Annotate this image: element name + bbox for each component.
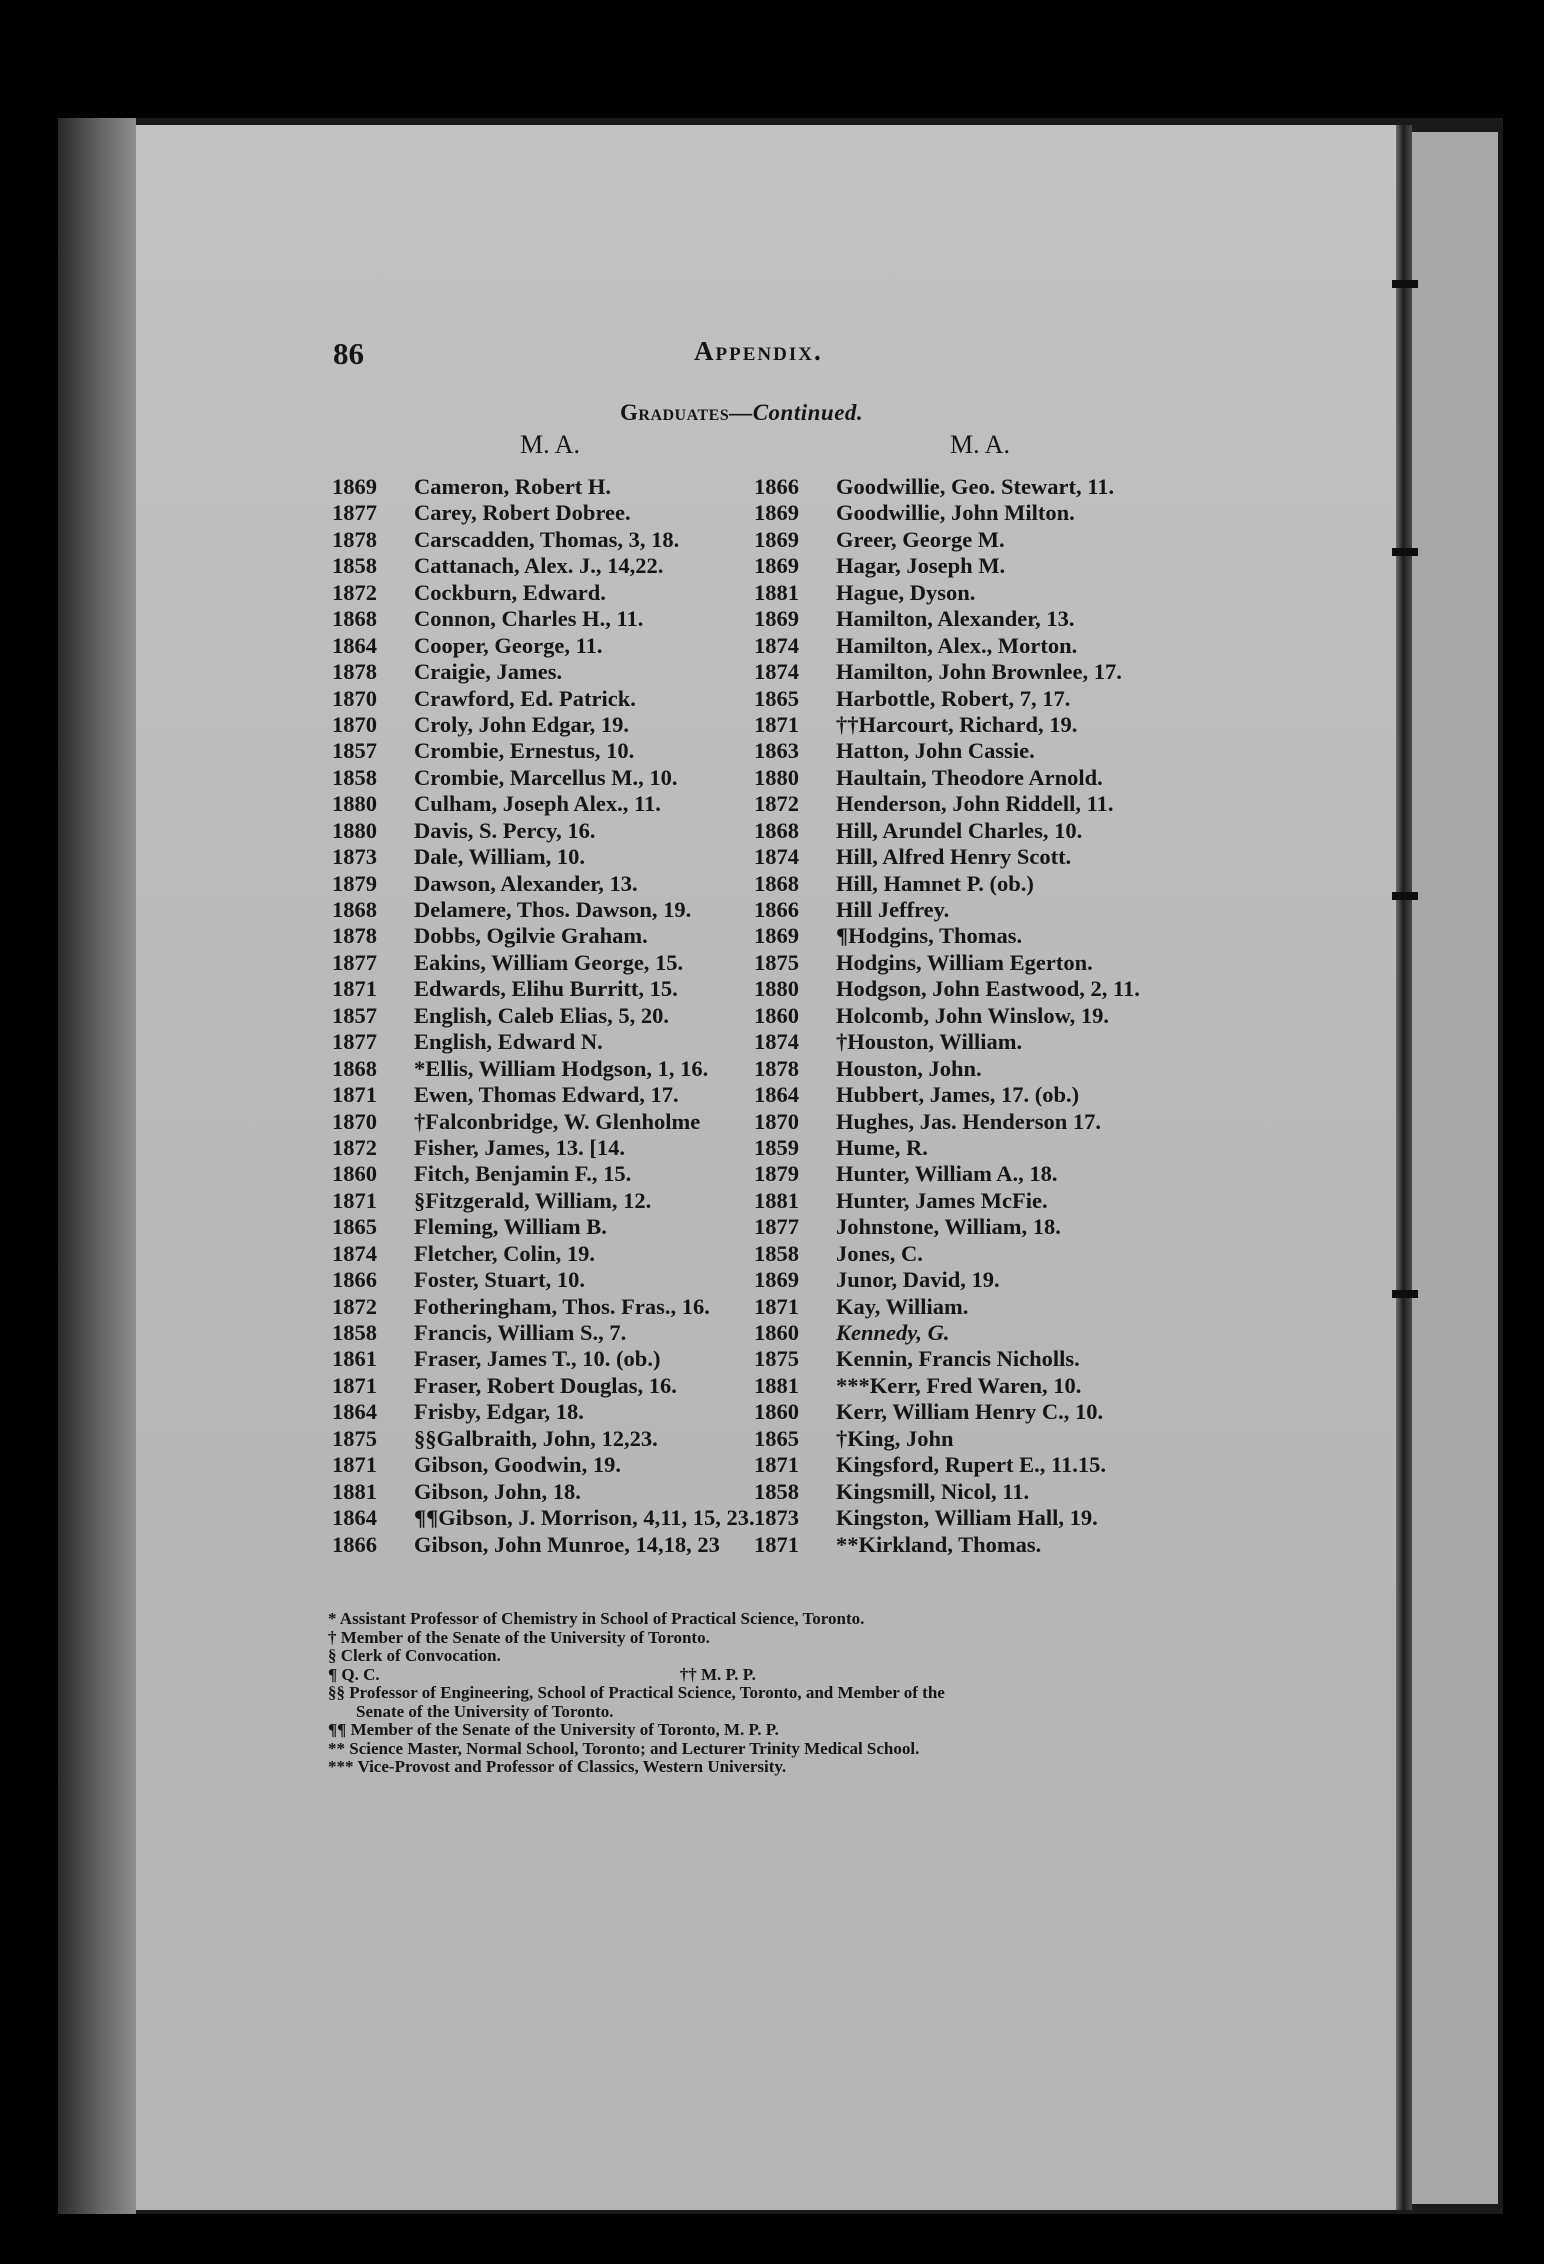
graduate-entry bbox=[754, 712, 1140, 738]
graduate-name: Dawson, Alexander, 13. bbox=[414, 870, 638, 896]
graduate-name: ¶¶Gibson, J. Morrison, 4,11, 15, 23. bbox=[414, 1505, 755, 1531]
graduate-name: Gibson, John, 18. bbox=[414, 1478, 581, 1504]
graduation-year: 1869 bbox=[754, 1267, 799, 1293]
graduation-year: 1871 bbox=[332, 1187, 377, 1213]
facing-page-edge bbox=[1412, 132, 1498, 2204]
graduation-year: 1877 bbox=[332, 949, 377, 975]
graduation-year: 1871 bbox=[754, 711, 799, 737]
graduation-year: 1857 bbox=[332, 738, 377, 764]
graduation-year: 1864 bbox=[754, 1082, 799, 1108]
graduate-entry bbox=[754, 580, 1140, 606]
graduation-year: 1872 bbox=[332, 1293, 377, 1319]
footnote: ¶¶ Member of the Senate of the University of Toronto, M. P. P. bbox=[328, 1720, 779, 1739]
graduation-year: 1875 bbox=[754, 1346, 799, 1372]
graduate-name: Goodwillie, John Milton. bbox=[836, 500, 1075, 526]
graduate-entry bbox=[754, 1267, 1140, 1293]
graduate-entry bbox=[754, 1241, 1140, 1267]
footnote: † Member of the Senate of the University of Toronto. bbox=[328, 1627, 710, 1647]
graduation-year: 1864 bbox=[332, 632, 377, 658]
graduation-year: 1878 bbox=[332, 923, 377, 949]
graduate-name: Kerr, William Henry C., 10. bbox=[836, 1399, 1104, 1425]
graduate-name: Francis, William S., 7. bbox=[414, 1320, 627, 1345]
graduate-entry bbox=[754, 738, 1140, 764]
graduate-entry bbox=[332, 474, 755, 500]
graduate-entry bbox=[332, 871, 755, 897]
graduate-name: Connon, Charles H., 11. bbox=[414, 606, 644, 632]
graduation-year: 1858 bbox=[754, 1240, 799, 1266]
graduate-name: Jones, C. bbox=[836, 1240, 923, 1266]
graduation-year: 1873 bbox=[754, 1505, 799, 1531]
graduation-year: 1871 bbox=[332, 1082, 377, 1108]
page-number: 86 bbox=[333, 336, 364, 371]
graduate-entry bbox=[332, 686, 755, 712]
graduate-entry bbox=[332, 738, 755, 764]
graduate-name: Dobbs, Ogilvie Graham. bbox=[414, 923, 648, 949]
book-spine bbox=[1396, 125, 1412, 2210]
graduate-entry bbox=[754, 1399, 1140, 1425]
graduation-year: 1871 bbox=[754, 1452, 799, 1478]
graduate-entry bbox=[332, 1320, 755, 1346]
section-heading-main: Graduates bbox=[620, 400, 730, 425]
graduation-year: 1861 bbox=[332, 1346, 377, 1372]
graduate-entry bbox=[754, 897, 1140, 923]
graduate-name: Junor, David, 19. bbox=[836, 1267, 1000, 1293]
graduation-year: 1878 bbox=[754, 1055, 799, 1081]
graduate-entry bbox=[332, 606, 755, 632]
graduate-entry bbox=[332, 633, 755, 659]
graduate-name: ††Harcourt, Richard, 19. bbox=[836, 711, 1078, 737]
graduate-entry bbox=[754, 1479, 1140, 1505]
graduate-entry bbox=[332, 527, 755, 553]
footnote: *** Vice-Provost and Professor of Classics, Western University. bbox=[328, 1757, 787, 1776]
graduation-year: 1864 bbox=[332, 1399, 377, 1425]
graduate-entry bbox=[754, 1135, 1140, 1161]
graduate-entry bbox=[332, 976, 755, 1002]
graduate-entry bbox=[332, 553, 755, 579]
graduate-name: Croly, John Edgar, 19. bbox=[414, 711, 630, 737]
graduate-entry bbox=[332, 765, 755, 791]
graduation-year: 1869 bbox=[754, 606, 799, 632]
graduate-name: Greer, George M. bbox=[836, 526, 1005, 552]
graduate-name: Hamilton, Alexander, 13. bbox=[836, 606, 1075, 632]
graduate-name: Crombie, Ernestus, 10. bbox=[414, 738, 635, 764]
graduate-entry bbox=[754, 1109, 1140, 1135]
graduation-year: 1865 bbox=[332, 1214, 377, 1240]
graduation-year: 1872 bbox=[332, 1134, 377, 1160]
graduate-entry bbox=[754, 1532, 1140, 1558]
graduate-entry bbox=[332, 791, 755, 817]
graduate-name: §Fitzgerald, William, 12. bbox=[414, 1187, 652, 1213]
graduation-year: 1870 bbox=[332, 711, 377, 737]
graduate-name: Hughes, Jas. Henderson 17. bbox=[836, 1108, 1102, 1134]
page-edge bbox=[58, 118, 136, 2214]
graduate-name: Johnstone, William, 18. bbox=[836, 1214, 1061, 1240]
graduate-entry bbox=[754, 1373, 1140, 1399]
graduation-year: 1881 bbox=[332, 1478, 377, 1504]
graduate-name: Cockburn, Edward. bbox=[414, 579, 606, 605]
graduation-year: 1871 bbox=[332, 1452, 377, 1478]
graduate-name: Crawford, Ed. Patrick. bbox=[414, 685, 636, 711]
footnote: §§ Professor of Engineering, School of Practical Science, Toronto, and Member of the bbox=[328, 1683, 945, 1702]
graduation-year: 1874 bbox=[754, 659, 799, 685]
graduate-name: Fitch, Benjamin F., 15. bbox=[414, 1161, 632, 1187]
column-heading-left: M. A. bbox=[520, 430, 580, 459]
graduation-year: 1858 bbox=[332, 1320, 377, 1345]
graduation-year: 1866 bbox=[754, 474, 799, 499]
graduation-year: 1879 bbox=[332, 870, 377, 896]
graduate-entry bbox=[332, 950, 755, 976]
graduation-year: 1877 bbox=[332, 500, 377, 526]
spine-mark bbox=[1392, 280, 1418, 288]
graduation-year: 1880 bbox=[754, 976, 799, 1002]
graduate-entry bbox=[332, 1452, 755, 1478]
footnotes bbox=[328, 1610, 945, 1777]
graduation-year: 1877 bbox=[332, 1029, 377, 1055]
graduate-entry bbox=[754, 1346, 1140, 1372]
graduate-entry bbox=[332, 844, 755, 870]
graduate-name: Hubbert, James, 17. (ob.) bbox=[836, 1082, 1080, 1108]
graduate-name: Cattanach, Alex. J., 14,22. bbox=[414, 553, 664, 579]
graduate-name: Hunter, William A., 18. bbox=[836, 1161, 1058, 1187]
graduation-year: 1874 bbox=[754, 844, 799, 870]
graduate-name: Kennedy, G. bbox=[836, 1320, 950, 1345]
graduation-year: 1858 bbox=[332, 553, 377, 579]
graduate-name: Haultain, Theodore Arnold. bbox=[836, 764, 1103, 790]
footnote: ¶ Q. C. bbox=[328, 1664, 380, 1684]
graduate-entry bbox=[754, 659, 1140, 685]
graduate-name: Kingsmill, Nicol, 11. bbox=[836, 1478, 1030, 1504]
graduate-entry bbox=[754, 844, 1140, 870]
graduate-name: Houston, John. bbox=[836, 1055, 982, 1081]
graduate-entry bbox=[332, 1161, 755, 1187]
graduate-name: Henderson, John Riddell, 11. bbox=[836, 791, 1114, 817]
graduation-year: 1881 bbox=[754, 579, 799, 605]
graduation-year: 1860 bbox=[332, 1161, 377, 1187]
graduate-name: Kay, William. bbox=[836, 1293, 969, 1319]
graduation-year: 1866 bbox=[332, 1267, 377, 1293]
graduate-entry bbox=[754, 527, 1140, 553]
running-head: Appendix. bbox=[694, 336, 823, 366]
graduate-name: Fleming, William B. bbox=[414, 1214, 607, 1240]
graduate-name: †Falconbridge, W. Glenholme bbox=[414, 1108, 701, 1134]
graduate-name: Delamere, Thos. Dawson, 19. bbox=[414, 897, 692, 922]
graduation-year: 1872 bbox=[754, 791, 799, 817]
graduate-entry bbox=[754, 1294, 1140, 1320]
graduate-entry bbox=[332, 897, 755, 923]
graduation-year: 1865 bbox=[754, 1425, 799, 1451]
graduate-entry bbox=[332, 1003, 755, 1029]
graduate-entry bbox=[754, 1426, 1140, 1452]
graduation-year: 1859 bbox=[754, 1134, 799, 1160]
graduate-name: Fotheringham, Thos. Fras., 16. bbox=[414, 1293, 710, 1319]
graduate-name: Hill, Alfred Henry Scott. bbox=[836, 844, 1072, 870]
graduate-name: Hague, Dyson. bbox=[836, 579, 976, 605]
graduate-entry bbox=[332, 1029, 755, 1055]
graduate-name: Fisher, James, 13. [14. bbox=[414, 1134, 626, 1160]
footnote: †† M. P. P. bbox=[679, 1664, 756, 1684]
graduate-name: *Ellis, William Hodgson, 1, 16. bbox=[414, 1055, 709, 1081]
graduate-entry bbox=[332, 1082, 755, 1108]
spine-mark bbox=[1392, 548, 1418, 556]
graduate-name: Davis, S. Percy, 16. bbox=[414, 817, 596, 843]
graduate-entry bbox=[754, 474, 1140, 500]
graduate-name: Fraser, James T., 10. (ob.) bbox=[414, 1346, 661, 1372]
graduate-entry bbox=[332, 1135, 755, 1161]
graduate-entry bbox=[332, 1532, 755, 1558]
graduate-entry bbox=[754, 950, 1140, 976]
graduate-entry bbox=[754, 606, 1140, 632]
graduate-entry bbox=[754, 765, 1140, 791]
graduate-entry bbox=[332, 580, 755, 606]
graduate-entry bbox=[332, 1479, 755, 1505]
graduation-year: 1868 bbox=[754, 870, 799, 896]
graduate-entry bbox=[754, 1452, 1140, 1478]
footnote-row bbox=[328, 1666, 945, 1685]
graduate-name: Hume, R. bbox=[836, 1134, 928, 1160]
graduate-name: Craigie, James. bbox=[414, 659, 563, 685]
graduation-year: 1858 bbox=[332, 764, 377, 790]
graduation-year: 1866 bbox=[332, 1531, 377, 1557]
graduate-entry bbox=[332, 712, 755, 738]
graduate-name: Hodgson, John Eastwood, 2, 11. bbox=[836, 976, 1140, 1002]
graduation-year: 1868 bbox=[754, 817, 799, 843]
graduation-year: 1874 bbox=[754, 632, 799, 658]
graduate-name: Dale, William, 10. bbox=[414, 844, 586, 870]
graduate-name: Crombie, Marcellus M., 10. bbox=[414, 764, 678, 790]
graduate-name: English, Edward N. bbox=[414, 1029, 603, 1055]
graduate-name: Hodgins, William Egerton. bbox=[836, 949, 1093, 975]
graduate-entry bbox=[754, 1056, 1140, 1082]
graduate-name: Hill Jeffrey. bbox=[836, 897, 950, 922]
graduate-entry bbox=[754, 686, 1140, 712]
graduation-year: 1863 bbox=[754, 738, 799, 764]
graduates-list-right bbox=[754, 474, 1140, 1558]
graduate-entry bbox=[332, 1426, 755, 1452]
footnote-continuation: Senate of the University of Toronto. bbox=[356, 1701, 614, 1721]
graduate-entry bbox=[332, 1109, 755, 1135]
graduation-year: 1870 bbox=[754, 1108, 799, 1134]
graduation-year: 1870 bbox=[332, 685, 377, 711]
graduate-entry bbox=[332, 1188, 755, 1214]
graduation-year: 1866 bbox=[754, 897, 799, 922]
graduate-name: Cameron, Robert H. bbox=[414, 474, 612, 499]
graduation-year: 1870 bbox=[332, 1108, 377, 1134]
graduate-entry bbox=[754, 500, 1140, 526]
graduation-year: 1880 bbox=[332, 791, 377, 817]
graduate-entry bbox=[754, 818, 1140, 844]
graduate-entry bbox=[754, 1505, 1140, 1531]
graduate-entry bbox=[332, 1346, 755, 1372]
graduate-name: ***Kerr, Fred Waren, 10. bbox=[836, 1372, 1082, 1398]
graduates-list-left bbox=[332, 474, 755, 1558]
graduate-entry bbox=[332, 1267, 755, 1293]
graduate-name: Gibson, Goodwin, 19. bbox=[414, 1452, 621, 1478]
graduate-name: §§Galbraith, John, 12,23. bbox=[414, 1425, 658, 1451]
section-heading bbox=[620, 400, 863, 426]
graduate-entry bbox=[754, 633, 1140, 659]
graduation-year: 1880 bbox=[332, 817, 377, 843]
graduate-name: Hamilton, John Brownlee, 17. bbox=[836, 659, 1122, 685]
graduation-year: 1868 bbox=[332, 1055, 377, 1081]
graduation-year: 1881 bbox=[754, 1372, 799, 1398]
graduation-year: 1869 bbox=[754, 500, 799, 526]
graduate-name: Gibson, John Munroe, 14,18, 23 bbox=[414, 1531, 720, 1557]
graduate-name: Goodwillie, Geo. Stewart, 11. bbox=[836, 474, 1115, 499]
graduation-year: 1864 bbox=[332, 1505, 377, 1531]
graduate-entry bbox=[332, 500, 755, 526]
footnote: § Clerk of Convocation. bbox=[328, 1646, 501, 1665]
graduation-year: 1871 bbox=[754, 1293, 799, 1319]
graduate-entry bbox=[332, 1373, 755, 1399]
graduate-entry bbox=[332, 1399, 755, 1425]
graduate-entry bbox=[754, 976, 1140, 1002]
graduate-entry bbox=[754, 1161, 1140, 1187]
graduate-entry bbox=[754, 1214, 1140, 1240]
graduate-entry bbox=[332, 923, 755, 949]
graduate-name: Frisby, Edgar, 18. bbox=[414, 1399, 584, 1425]
graduation-year: 1881 bbox=[754, 1187, 799, 1213]
graduate-name: †King, John bbox=[836, 1425, 954, 1451]
graduate-entry bbox=[754, 791, 1140, 817]
graduate-name: Cooper, George, 11. bbox=[414, 632, 603, 658]
graduation-year: 1865 bbox=[754, 685, 799, 711]
footnote: * Assistant Professor of Chemistry in School of Practical Science, Toronto. bbox=[328, 1609, 865, 1628]
graduation-year: 1868 bbox=[332, 606, 377, 632]
graduation-year: 1857 bbox=[332, 1002, 377, 1028]
spine-mark bbox=[1392, 892, 1418, 900]
graduation-year: 1880 bbox=[754, 764, 799, 790]
graduate-name: Hill, Arundel Charles, 10. bbox=[836, 817, 1083, 843]
graduate-entry bbox=[754, 1029, 1140, 1055]
graduate-name: English, Caleb Elias, 5, 20. bbox=[414, 1002, 670, 1028]
graduate-name: **Kirkland, Thomas. bbox=[836, 1531, 1042, 1557]
graduate-name: Hill, Hamnet P. (ob.) bbox=[836, 870, 1034, 896]
graduate-name: Culham, Joseph Alex., 11. bbox=[414, 791, 661, 817]
graduate-name: Hatton, John Cassie. bbox=[836, 738, 1035, 764]
graduation-year: 1877 bbox=[754, 1214, 799, 1240]
graduate-name: Carey, Robert Dobree. bbox=[414, 500, 631, 526]
graduate-entry bbox=[754, 1188, 1140, 1214]
graduation-year: 1874 bbox=[754, 1029, 799, 1055]
spine-mark bbox=[1392, 1290, 1418, 1298]
graduate-entry bbox=[754, 871, 1140, 897]
graduate-entry bbox=[754, 1082, 1140, 1108]
graduate-name: Fletcher, Colin, 19. bbox=[414, 1240, 596, 1266]
graduate-name: †Houston, William. bbox=[836, 1029, 1023, 1055]
graduation-year: 1871 bbox=[332, 976, 377, 1002]
graduate-name: Edwards, Elihu Burritt, 15. bbox=[414, 976, 678, 1002]
column-heading-right: M. A. bbox=[950, 430, 1010, 459]
graduate-entry bbox=[332, 659, 755, 685]
graduate-name: Hamilton, Alex., Morton. bbox=[836, 632, 1078, 658]
graduate-entry bbox=[332, 1241, 755, 1267]
graduate-name: Kingston, William Hall, 19. bbox=[836, 1505, 1098, 1531]
graduate-name: ¶Hodgins, Thomas. bbox=[836, 923, 1023, 949]
graduate-name: Holcomb, John Winslow, 19. bbox=[836, 1002, 1109, 1028]
graduate-entry bbox=[332, 1214, 755, 1240]
graduation-year: 1860 bbox=[754, 1399, 799, 1425]
graduate-entry bbox=[332, 818, 755, 844]
graduate-entry bbox=[332, 1294, 755, 1320]
footnote: ** Science Master, Normal School, Toronto; and Lecturer Trinity Medical School. bbox=[328, 1738, 920, 1758]
graduate-name: Carscadden, Thomas, 3, 18. bbox=[414, 526, 680, 552]
graduation-year: 1874 bbox=[332, 1240, 377, 1266]
graduation-year: 1869 bbox=[754, 526, 799, 552]
graduation-year: 1858 bbox=[754, 1478, 799, 1504]
graduation-year: 1869 bbox=[754, 923, 799, 949]
graduation-year: 1878 bbox=[332, 659, 377, 685]
graduate-name: Kennin, Francis Nicholls. bbox=[836, 1346, 1080, 1372]
graduation-year: 1879 bbox=[754, 1161, 799, 1187]
section-heading-continued: —Continued. bbox=[729, 400, 864, 425]
graduate-name: Harbottle, Robert, 7, 17. bbox=[836, 685, 1071, 711]
graduate-name: Fraser, Robert Douglas, 16. bbox=[414, 1372, 677, 1398]
graduation-year: 1878 bbox=[332, 526, 377, 552]
graduate-entry bbox=[754, 553, 1140, 579]
graduation-year: 1871 bbox=[754, 1531, 799, 1557]
graduate-name: Hagar, Joseph M. bbox=[836, 553, 1006, 579]
graduate-name: Eakins, William George, 15. bbox=[414, 949, 684, 975]
graduation-year: 1869 bbox=[754, 553, 799, 579]
graduate-entry bbox=[754, 1320, 1140, 1346]
graduation-year: 1871 bbox=[332, 1372, 377, 1398]
graduate-name: Foster, Stuart, 10. bbox=[414, 1267, 586, 1293]
graduation-year: 1868 bbox=[332, 897, 377, 922]
graduation-year: 1860 bbox=[754, 1002, 799, 1028]
graduation-year: 1875 bbox=[332, 1425, 377, 1451]
graduate-name: Kingsford, Rupert E., 11.15. bbox=[836, 1452, 1107, 1478]
graduate-entry bbox=[754, 923, 1140, 949]
graduate-entry bbox=[332, 1505, 755, 1531]
graduation-year: 1872 bbox=[332, 579, 377, 605]
graduate-entry bbox=[332, 1056, 755, 1082]
graduate-name: Hunter, James McFie. bbox=[836, 1187, 1048, 1213]
graduation-year: 1869 bbox=[332, 474, 377, 499]
graduate-name: Ewen, Thomas Edward, 17. bbox=[414, 1082, 679, 1108]
graduate-entry bbox=[754, 1003, 1140, 1029]
graduation-year: 1873 bbox=[332, 844, 377, 870]
graduation-year: 1875 bbox=[754, 949, 799, 975]
graduation-year: 1860 bbox=[754, 1320, 799, 1345]
